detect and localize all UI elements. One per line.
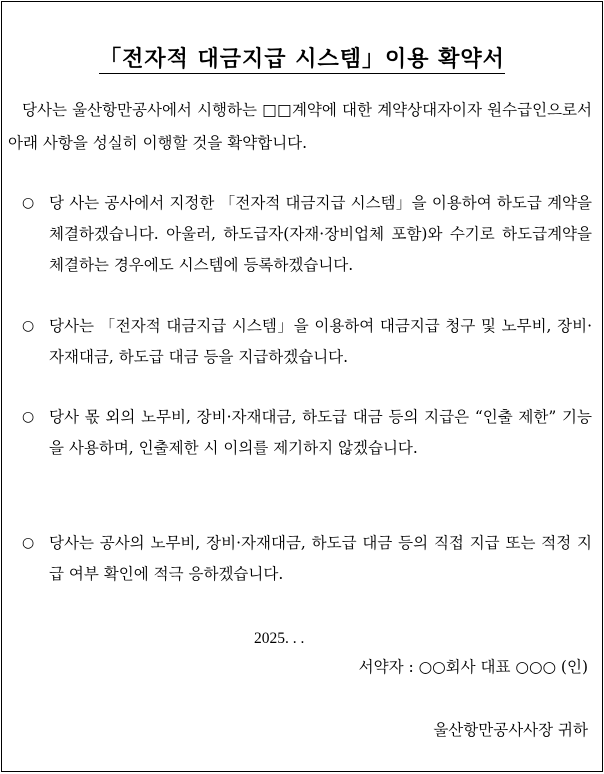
pledge-item-3: [22, 402, 592, 464]
pledge-item-2: [22, 311, 592, 373]
signing-date: 2025. . .: [254, 630, 305, 647]
pledge-item-text: 당 사는 공사에서 지정한 「전자적 대금지급 시스템」을 이용하여 하도급 계약을 체결하겠습니다. 아울러, 하도급자(자재·장비업체 포함)와 수기로 하도급계약을 체결하는 경우에도 시스템에 등록하겠습니다.: [49, 194, 592, 274]
bullet-circle-icon: ○: [22, 318, 35, 334]
document-title: [2, 42, 602, 73]
pledge-item-1: [22, 188, 592, 281]
signer-line: 서약자 : ○○회사 대표 ○○○ (인): [358, 658, 588, 676]
pledge-item-4: [22, 528, 592, 590]
addressee-line: 울산항만공사사장 귀하: [433, 721, 588, 739]
pledge-document: [1, 1, 603, 772]
bullet-circle-icon: ○: [22, 409, 35, 425]
pledge-item-text: 당사는 「전자적 대금지급 시스템」을 이용하여 대금지급 청구 및 노무비, 장비·자재대금, 하도급 대금 등을 지급하겠습니다.: [49, 317, 592, 366]
bullet-circle-icon: ○: [22, 535, 35, 551]
pledge-item-text: 당사 몫 외의 노무비, 장비·자재대금, 하도급 대금 등의 지급은 “인출 제한” 기능을 사용하며, 인출제한 시 이의를 제기하지 않겠습니다.: [49, 408, 592, 457]
intro-paragraph: 당사는 울산항만공사에서 시행하는 □□계약에 대한 계약상대자이자 원수급인으로서 아래 사항을 성실히 이행할 것을 확약합니다.: [8, 101, 592, 152]
bullet-circle-icon: ○: [22, 195, 35, 211]
document-title-text: 「전자적 대금지급 시스템」이용 확약서: [99, 46, 505, 72]
pledge-item-text: 당사는 공사의 노무비, 장비·자재대금, 하도급 대금 등의 직접 지급 또는 적정 지급 여부 확인에 적극 응하겠습니다.: [49, 534, 592, 583]
